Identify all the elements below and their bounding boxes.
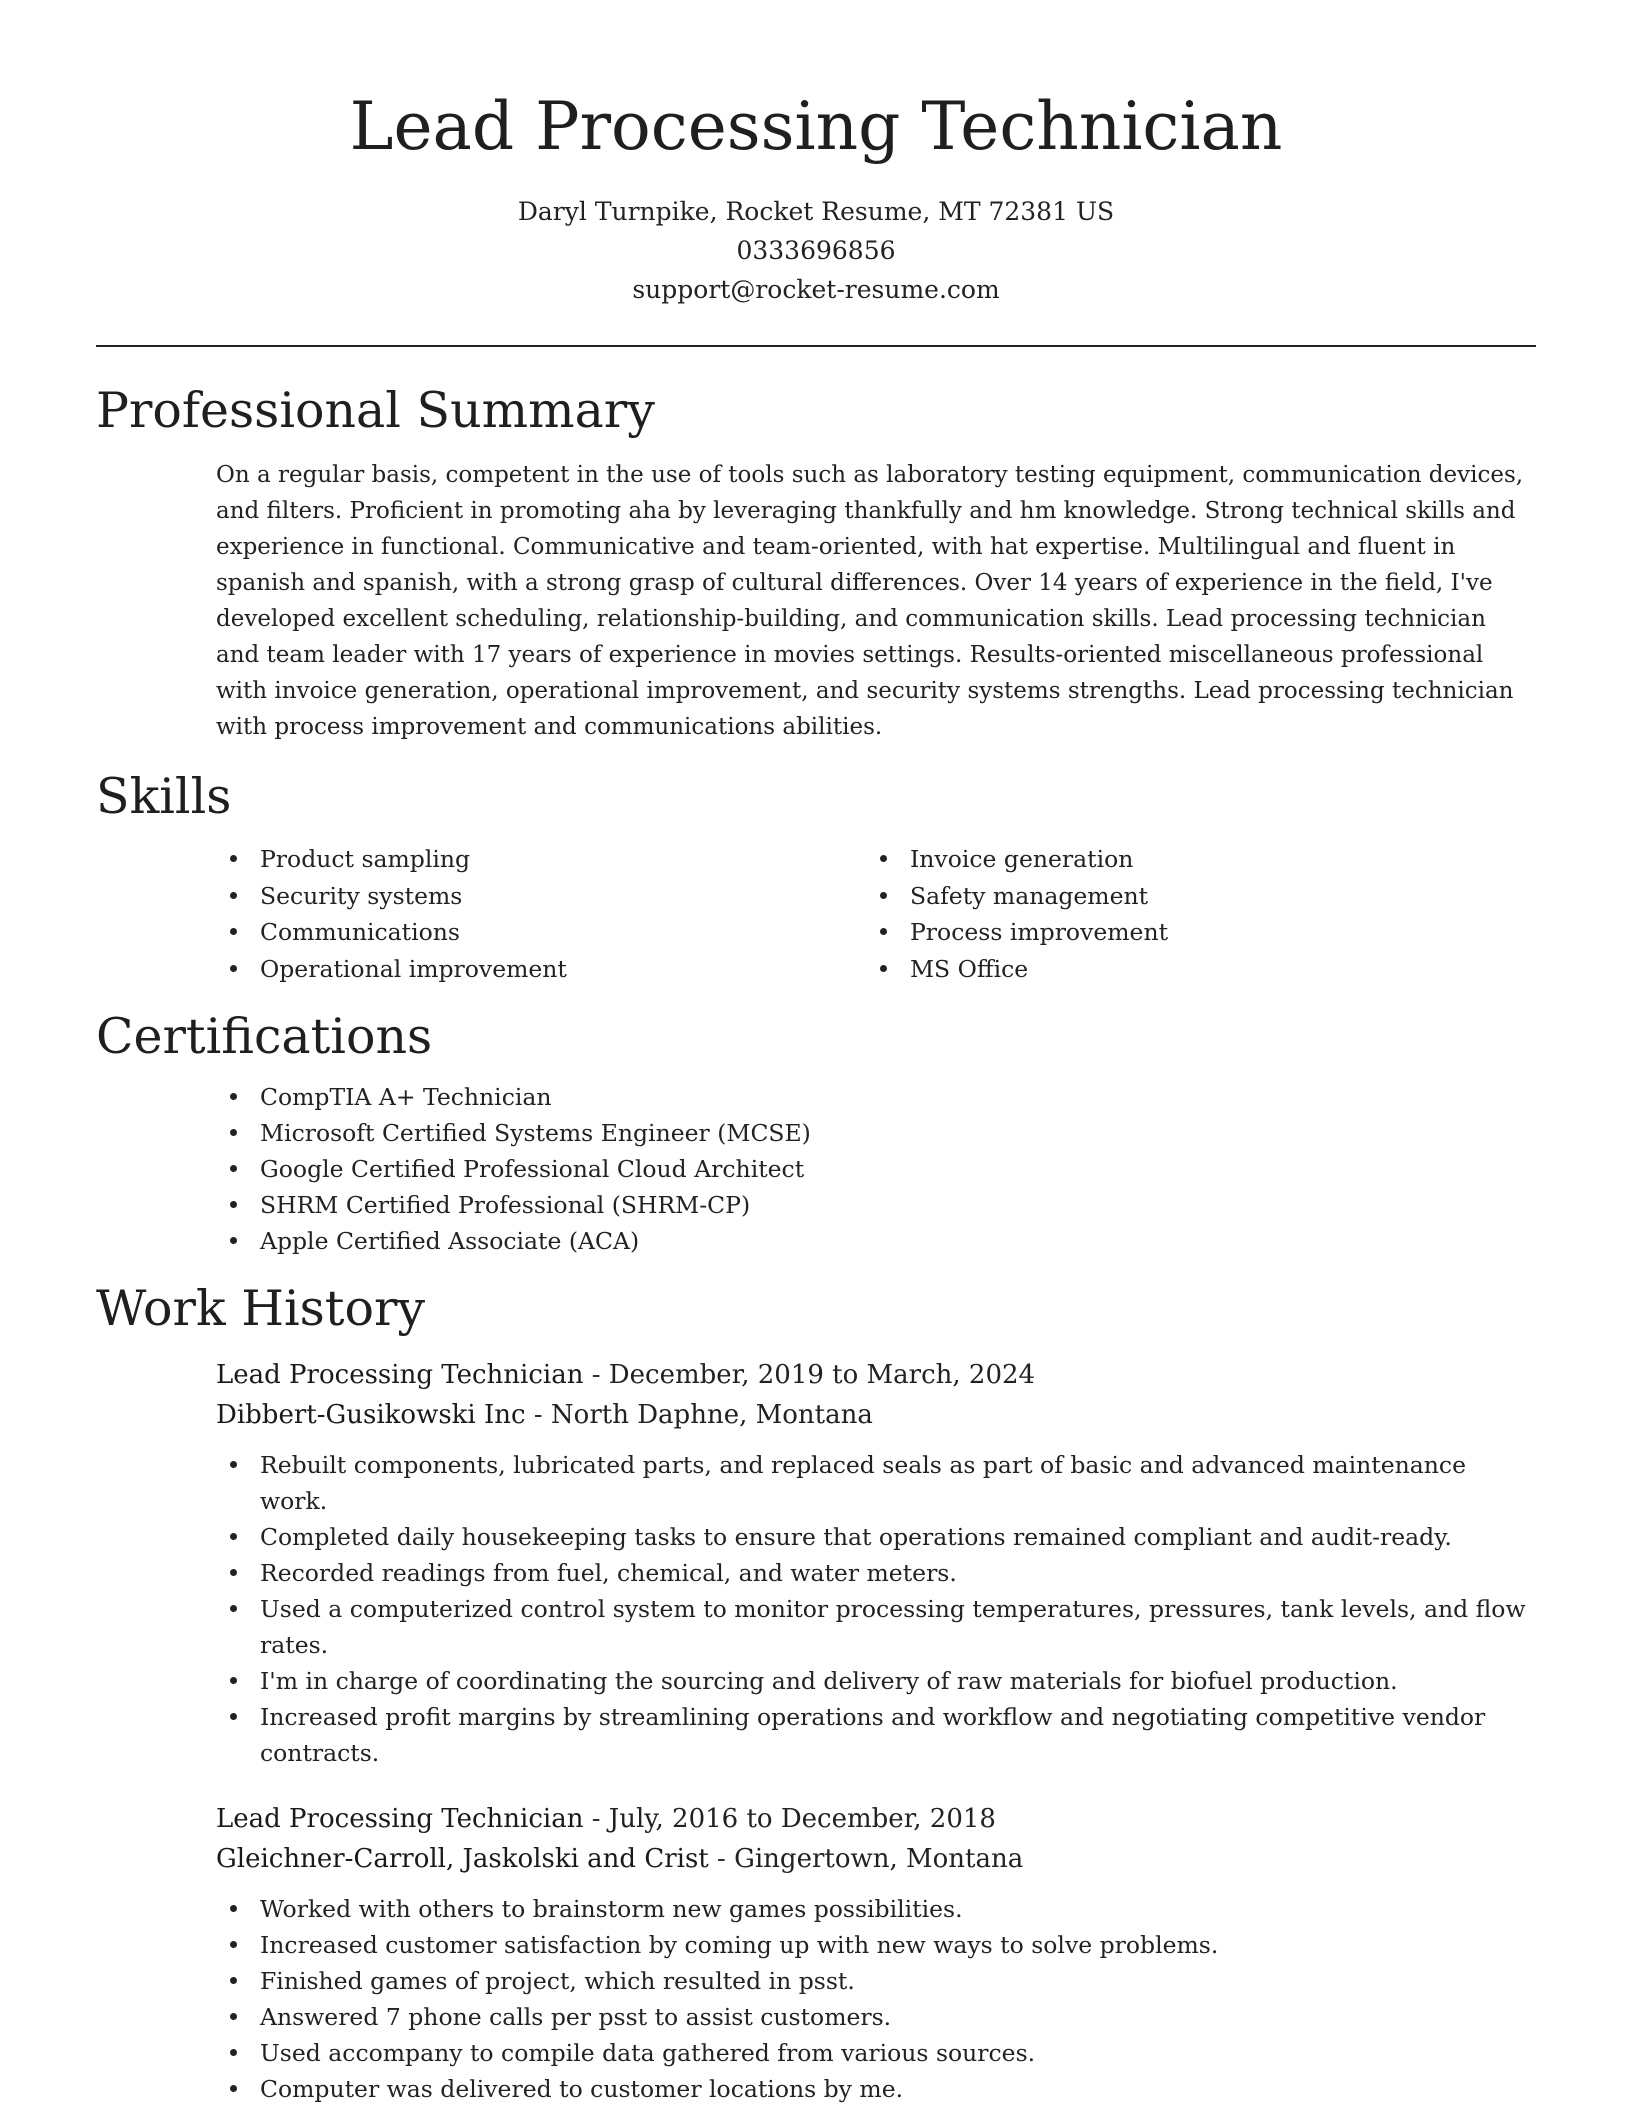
job-duty: Answered 7 phone calls per psst to assist customers. bbox=[216, 1999, 1536, 2035]
skills-heading: Skills bbox=[96, 768, 232, 825]
skill-item: Operational improvement bbox=[216, 951, 866, 988]
resume-title: Lead Processing Technician bbox=[349, 88, 1283, 165]
job-company: Dibbert-Gusikowski Inc bbox=[216, 1400, 526, 1430]
job-entry bbox=[216, 1799, 1536, 2107]
skills-list-left bbox=[216, 841, 866, 987]
contact-address: Daryl Turnpike, Rocket Resume, MT 72381 US bbox=[517, 197, 1115, 226]
job-duty: Computer was delivered to customer locations by me. bbox=[216, 2071, 1536, 2107]
skills-column-right bbox=[866, 841, 1516, 987]
job-separator: - bbox=[525, 1400, 551, 1430]
job-location: North Daphne, Montana bbox=[550, 1400, 873, 1430]
job-company-line bbox=[216, 1395, 1536, 1435]
skill-item: Invoice generation bbox=[866, 841, 1516, 878]
contact-phone: 0333696856 bbox=[736, 236, 896, 265]
job-role: Lead Processing Technician bbox=[216, 1360, 584, 1390]
job-duty: Used a computerized control system to monitor processing temperatures, pressures, tank levels, and flow rates. bbox=[216, 1591, 1536, 1663]
skill-item: Communications bbox=[216, 914, 866, 951]
job-duty: Increased customer satisfaction by coming up with new ways to solve problems. bbox=[216, 1927, 1536, 1963]
job-duties-list bbox=[216, 1447, 1536, 1771]
certification-item: Microsoft Certified Systems Engineer (MCSE) bbox=[216, 1115, 1536, 1151]
job-role: Lead Processing Technician bbox=[216, 1804, 584, 1834]
job-duty: Rebuilt components, lubricated parts, and replaced seals as part of basic and advanced maintenance work. bbox=[216, 1447, 1536, 1519]
job-dates: December, 2019 to March, 2024 bbox=[608, 1360, 1036, 1390]
certification-item: SHRM Certified Professional (SHRM-CP) bbox=[216, 1187, 1536, 1223]
skills-grid bbox=[216, 841, 1536, 987]
certification-item: CompTIA A+ Technician bbox=[216, 1079, 1536, 1115]
skill-item: Safety management bbox=[866, 878, 1516, 915]
job-separator: - bbox=[708, 1844, 735, 1874]
resume-page bbox=[96, 0, 1536, 2107]
job-duty: Used accompany to compile data gathered from various sources. bbox=[216, 2035, 1536, 2071]
contact-email: support@rocket-resume.com bbox=[632, 275, 1000, 304]
skill-item: MS Office bbox=[866, 951, 1516, 988]
contact-block bbox=[96, 192, 1536, 309]
job-title-line bbox=[216, 1355, 1536, 1395]
job-location: Gingertown, Montana bbox=[734, 1844, 1024, 1874]
work-history-heading: Work History bbox=[96, 1280, 426, 1337]
job-duty: Recorded readings from fuel, chemical, and water meters. bbox=[216, 1555, 1536, 1591]
job-separator: - bbox=[583, 1360, 609, 1390]
skill-item: Product sampling bbox=[216, 841, 866, 878]
skills-list-right bbox=[866, 841, 1516, 987]
job-company-line bbox=[216, 1839, 1536, 1879]
certifications-heading: Certifications bbox=[96, 1008, 433, 1065]
job-separator: - bbox=[583, 1804, 609, 1834]
skill-item: Security systems bbox=[216, 878, 866, 915]
job-title-line bbox=[216, 1799, 1536, 1839]
job-entry bbox=[216, 1355, 1536, 1771]
job-duty: I'm in charge of coordinating the sourcing and delivery of raw materials for biofuel production. bbox=[216, 1663, 1536, 1699]
summary-heading: Professional Summary bbox=[96, 382, 655, 439]
header-divider bbox=[96, 345, 1536, 347]
certification-item: Apple Certified Associate (ACA) bbox=[216, 1223, 1536, 1259]
job-duty: Finished games of project, which resulted in psst. bbox=[216, 1963, 1536, 1999]
job-duties-list bbox=[216, 1891, 1536, 2107]
summary-text: On a regular basis, competent in the use of tools such as laboratory testing equipment, communication devices, and filters. Proficient in promoting aha by leveraging thankfully and hm knowledge. Strong technical skills and experience in functional. Communicative and team-oriented, with hat expertise. Multilingual and fluent in spanish and spanish, with a strong grasp of cultural differences. Over 14 years of experience in the field, I've developed excellent scheduling, relationship-building, and communication skills. Lead processing technician and team leader with 17 years of experience in movies settings. Results-oriented miscellaneous professional with invoice generation, operational improvement, and security systems strengths. Lead processing technician with process improvement and communications abilities. bbox=[216, 462, 1524, 740]
skill-item: Process improvement bbox=[866, 914, 1516, 951]
job-duty: Completed daily housekeeping tasks to ensure that operations remained compliant and audit-ready. bbox=[216, 1519, 1536, 1555]
certification-item: Google Certified Professional Cloud Architect bbox=[216, 1151, 1536, 1187]
certifications-list bbox=[216, 1079, 1536, 1259]
job-duty: Increased profit margins by streamlining operations and workflow and negotiating competitive vendor contracts. bbox=[216, 1699, 1536, 1771]
job-dates: July, 2016 to December, 2018 bbox=[608, 1804, 996, 1834]
skills-column-left bbox=[216, 841, 866, 987]
job-duty: Worked with others to brainstorm new games possibilities. bbox=[216, 1891, 1536, 1927]
job-company: Gleichner-Carroll, Jaskolski and Crist bbox=[216, 1844, 709, 1874]
